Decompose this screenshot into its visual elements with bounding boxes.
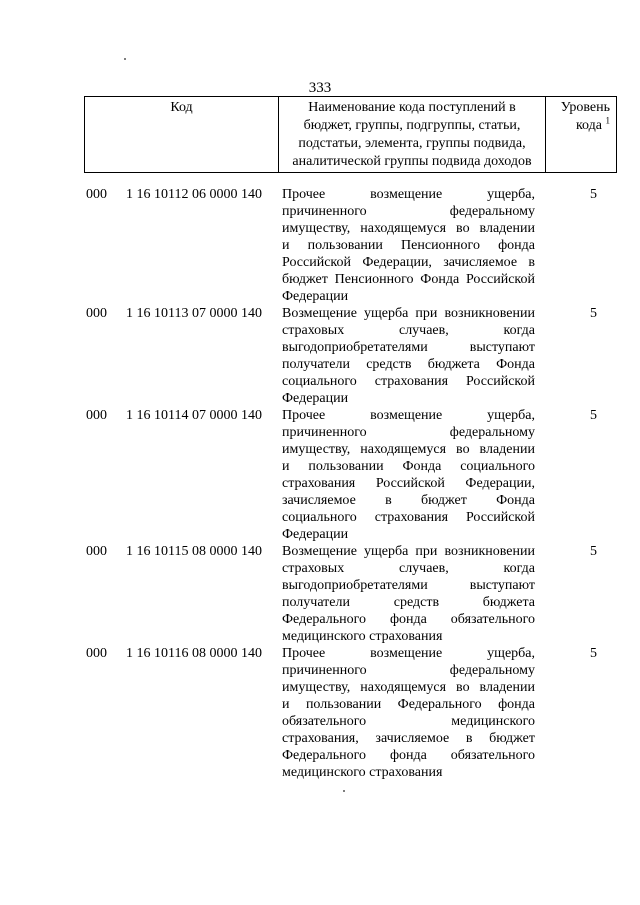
row-name-line: и пользовании Фонда социального: [282, 459, 535, 474]
row-code: 1 16 10115 08 0000 140: [126, 544, 262, 559]
header-level-line2: [546, 117, 610, 135]
row-name-line: Федерального фонда обязательного: [282, 748, 535, 763]
table-row: [86, 305, 606, 407]
row-name: [282, 305, 535, 407]
row-name-line: Федерального фонда обязательного: [282, 612, 535, 627]
row-name-line: социального страхования Российской: [282, 374, 535, 389]
row-name-line: медицинского страхования: [282, 765, 443, 780]
scan-speck: [124, 58, 126, 60]
header-name: [279, 97, 546, 173]
row-name-line: страховых случаев, когда: [282, 323, 535, 338]
row-name-line: Прочее возмещение ущерба,: [282, 408, 535, 423]
row-level: 5: [590, 544, 597, 559]
row-prefix: 000: [86, 408, 107, 423]
row-level: 5: [590, 646, 597, 661]
row-name-line: Возмещение ущерба при возникновении: [282, 544, 535, 559]
header-level: [546, 97, 617, 173]
row-code: 1 16 10112 06 0000 140: [126, 187, 262, 202]
row-name-line: причиненного федеральному: [282, 425, 535, 440]
row-name-line: обязательного медицинского: [282, 714, 535, 729]
row-name: [282, 407, 535, 543]
header-code: Код: [85, 97, 279, 173]
row-name-line: имуществу, находящемуся во владении: [282, 221, 535, 236]
row-name-line: и пользовании Федерального фонда: [282, 697, 535, 712]
row-code: 1 16 10116 08 0000 140: [126, 646, 262, 661]
row-name-line: страхования Российской Федерации,: [282, 476, 535, 491]
row-name: [282, 543, 535, 645]
row-prefix: 000: [86, 646, 107, 661]
table-row: [86, 407, 606, 543]
row-name-line: выгодоприобретателями выступают: [282, 578, 535, 593]
row-prefix: 000: [86, 306, 107, 321]
row-prefix: 000: [86, 187, 107, 202]
page-number: 333: [308, 80, 332, 96]
header-name-line: бюджет, группы, подгруппы, статьи,: [303, 118, 521, 133]
row-name-line: причиненного федеральному: [282, 204, 535, 219]
table-header: [84, 96, 617, 173]
table-row: [86, 645, 606, 781]
row-code: 1 16 10113 07 0000 140: [126, 306, 262, 321]
row-name-line: имуществу, находящемуся во владении: [282, 442, 535, 457]
table-body: [86, 186, 606, 781]
row-name-line: Федерации: [282, 391, 349, 406]
row-name-line: получатели средств бюджета: [282, 595, 535, 610]
row-name-line: получатели средств бюджета Фонда: [282, 357, 535, 372]
row-name-line: Прочее возмещение ущерба,: [282, 187, 535, 202]
table-row: [86, 543, 606, 645]
row-name-line: Прочее возмещение ущерба,: [282, 646, 535, 661]
row-name-line: Федерации: [282, 527, 349, 542]
row-name-line: имуществу, находящемуся во владении: [282, 680, 535, 695]
row-name-line: и пользовании Пенсионного фонда: [282, 238, 535, 253]
row-name-line: страховых случаев, когда: [282, 561, 535, 576]
row-name-line: бюджет Пенсионного Фонда Российской: [282, 272, 535, 287]
row-code: 1 16 10114 07 0000 140: [126, 408, 262, 423]
row-prefix: 000: [86, 544, 107, 559]
header-name-line: подстатьи, элемента, группы подвида,: [298, 136, 526, 151]
row-name: [282, 186, 535, 305]
row-name-line: страхования, зачисляемое в бюджет: [282, 731, 535, 746]
header-name-line: Наименование кода поступлений в: [308, 100, 516, 115]
row-name: [282, 645, 535, 781]
row-name-line: социального страхования Российской: [282, 510, 535, 525]
row-name-line: выгодоприобретателями выступают: [282, 340, 535, 355]
header-level-code: кода: [575, 118, 602, 133]
row-name-line: Федерации: [282, 289, 349, 304]
scan-speck: [343, 790, 345, 792]
row-level: 5: [590, 306, 597, 321]
footnote-mark: 1: [605, 115, 610, 126]
row-name-line: медицинского страхования: [282, 629, 443, 644]
row-level: 5: [590, 187, 597, 202]
row-name-line: Возмещение ущерба при возникновении: [282, 306, 535, 321]
table-row: [86, 186, 606, 305]
row-name-line: Российской Федерации, зачисляемое в: [282, 255, 535, 270]
header-name-line: аналитической группы подвида доходов: [292, 154, 532, 169]
row-level: 5: [590, 408, 597, 423]
row-name-line: зачисляемое в бюджет Фонда: [282, 493, 535, 508]
row-name-line: причиненного федеральному: [282, 663, 535, 678]
header-level-line1: Уровень: [560, 100, 610, 115]
